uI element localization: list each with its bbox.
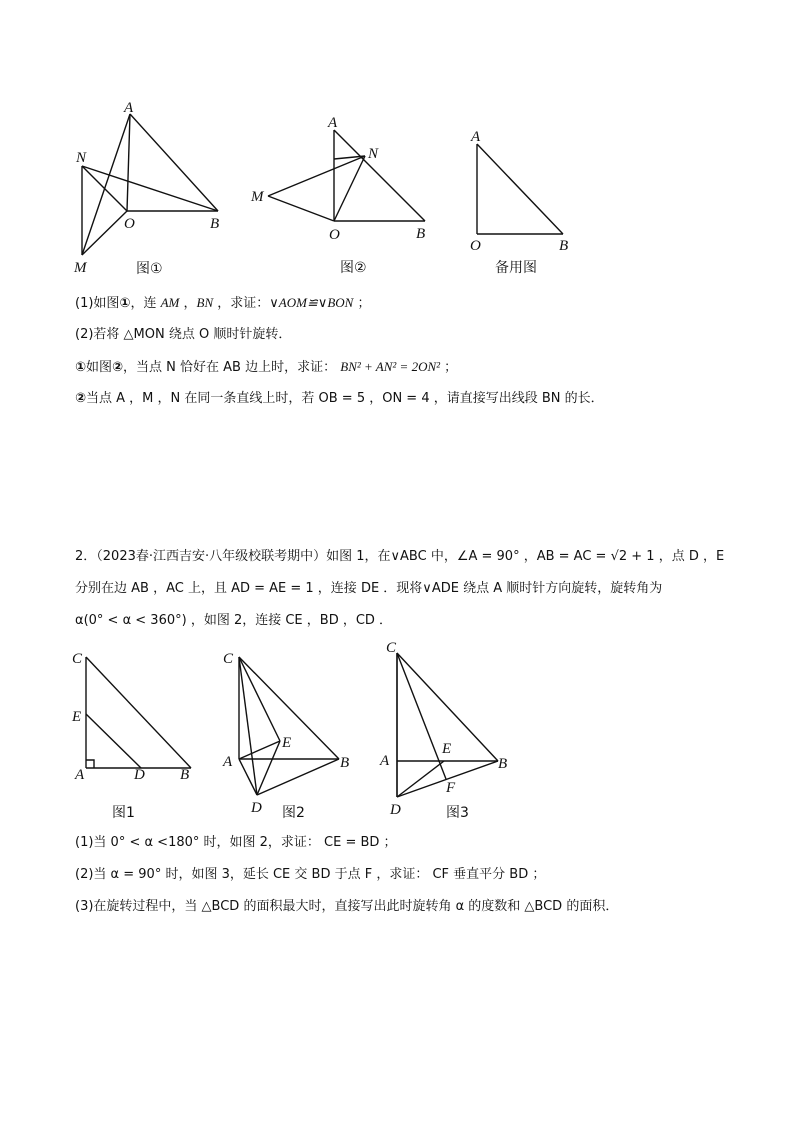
point-label-B: B <box>498 756 508 772</box>
point-label-C: C <box>72 651 83 667</box>
point-label-B: B <box>210 216 220 232</box>
point-label-D: D <box>251 800 262 816</box>
p1-figure-2 <box>250 112 440 277</box>
figure-caption: 图② <box>340 260 367 276</box>
point-label-D: D <box>134 767 145 783</box>
p1-figure-1 <box>70 100 230 280</box>
point-label-E: E <box>72 709 82 725</box>
p1-question-2b <box>75 390 765 408</box>
q1-bn: BN <box>196 295 214 310</box>
p1-figure-2-svg <box>250 112 440 277</box>
q1-circled-1: ① <box>119 296 131 311</box>
figure-caption: 图① <box>136 261 163 277</box>
segment-AB <box>477 144 563 234</box>
q1-mid1: ，连 <box>130 296 161 311</box>
q2a-circled: ① <box>75 360 87 375</box>
segment-AM <box>82 114 130 255</box>
p1-question-1 <box>75 294 765 313</box>
point-label-C: C <box>386 640 397 656</box>
point-label-A: A <box>328 115 338 131</box>
point-label-A: A <box>223 754 233 770</box>
p2-figure-3-svg <box>378 637 518 827</box>
p2-figure-2 <box>218 645 358 825</box>
q2a-t3: ； <box>440 360 458 375</box>
figure-caption: 图1 <box>112 805 135 821</box>
p2-intro-line-3: α(0° < α < 360°) ，如图 2，连接 CE ，BD ，CD ． <box>75 613 393 628</box>
point-label-O: O <box>329 227 340 243</box>
q1-prefix: (1)如图 <box>75 296 120 311</box>
point-label-A: A <box>124 100 134 116</box>
q1-mid2: ，求证： <box>213 296 270 311</box>
segment-CB <box>86 657 191 768</box>
figure-caption: 图2 <box>282 805 305 821</box>
p1-question-2a <box>75 358 765 377</box>
point-label-C: C <box>223 651 234 667</box>
p2-figure-1 <box>70 645 210 825</box>
q2a-t1: 如图 <box>86 360 113 375</box>
p1-figure-3 <box>465 126 585 281</box>
q1-congruence: ∨AOM≌∨BON <box>269 295 354 310</box>
point-label-B: B <box>180 767 190 783</box>
q2b-circled: ② <box>75 391 87 406</box>
p2-question-1: (1)当 0° < α <180° 时，如图 2，求证： CE = BD ； <box>75 835 397 850</box>
p1-figure-3-svg <box>465 126 585 281</box>
point-label-M: M <box>74 260 87 276</box>
figure-caption: 备用图 <box>495 260 537 276</box>
point-label-B: B <box>416 226 426 242</box>
p1-figure-1-svg <box>70 100 230 280</box>
point-label-B: B <box>559 238 569 254</box>
p1-question-2: (2)若将 △MON 绕点 O 顺时针旋转． <box>75 327 292 342</box>
segment-ON <box>334 156 365 221</box>
q2a-equation: BN² + AN² = 2ON² <box>340 359 441 374</box>
point-label-N: N <box>76 150 87 166</box>
p2-figure-3 <box>378 637 518 827</box>
point-label-N: N <box>368 146 379 162</box>
q2b-t1: 当点 A ，M ，N 在同一条直线上时，若 OB = 5 ，ON = 4 ，请直接写出线段 BN 的长． <box>86 391 604 406</box>
segment-MO <box>268 196 334 221</box>
point-label-O: O <box>124 216 135 232</box>
p2-figure-2-svg <box>218 645 358 825</box>
point-label-E: E <box>442 741 452 757</box>
segment-AO <box>127 114 130 211</box>
q1-end: ； <box>353 296 371 311</box>
point-label-A: A <box>471 129 481 145</box>
point-label-A: A <box>380 753 390 769</box>
right-angle-marker <box>86 760 94 768</box>
segment-CD <box>239 657 257 795</box>
q2a-circled-2: ② <box>112 360 124 375</box>
p2-question-3: (3)在旋转过程中，当 △BCD 的面积最大时，直接写出此时旋转角 α 的度数和 △BCD 的面积． <box>75 899 619 914</box>
q1-sep1: ， <box>179 296 197 311</box>
p2-figure-1-svg <box>70 645 210 825</box>
segment-ED <box>397 761 444 797</box>
q2a-t2: ，当点 N 恰好在 AB 边上时，求证： <box>123 360 341 375</box>
q1-am: AM <box>160 295 180 310</box>
point-label-E: E <box>282 735 292 751</box>
figure-caption: 图3 <box>446 805 469 821</box>
point-label-A: A <box>75 767 85 783</box>
p2-intro-line-2: 分别在边 AB ，AC 上，且 AD = AE = 1 ，连接 DE ．现将∨ADE 绕点 A 顺时针方向旋转，旋转角为 <box>75 581 663 596</box>
segment-AB <box>334 130 425 221</box>
point-label-F: F <box>446 780 456 796</box>
p2-question-2: (2)当 α = 90° 时，如图 3，延长 CE 交 BD 于点 F ，求证： CF 垂直平分 BD ； <box>75 867 546 882</box>
point-label-D: D <box>390 802 401 818</box>
segment-MN <box>268 156 365 196</box>
point-label-B: B <box>340 755 350 771</box>
point-label-M: M <box>251 189 264 205</box>
segment-CF <box>397 653 446 779</box>
p2-intro-line-1: 2．（2023春·江西吉安·八年级校联考期中）如图 1，在∨ABC 中，∠A = 90° ，AB = AC = √2 + 1 ，点 D ，E <box>75 549 725 564</box>
point-label-O: O <box>470 238 481 254</box>
